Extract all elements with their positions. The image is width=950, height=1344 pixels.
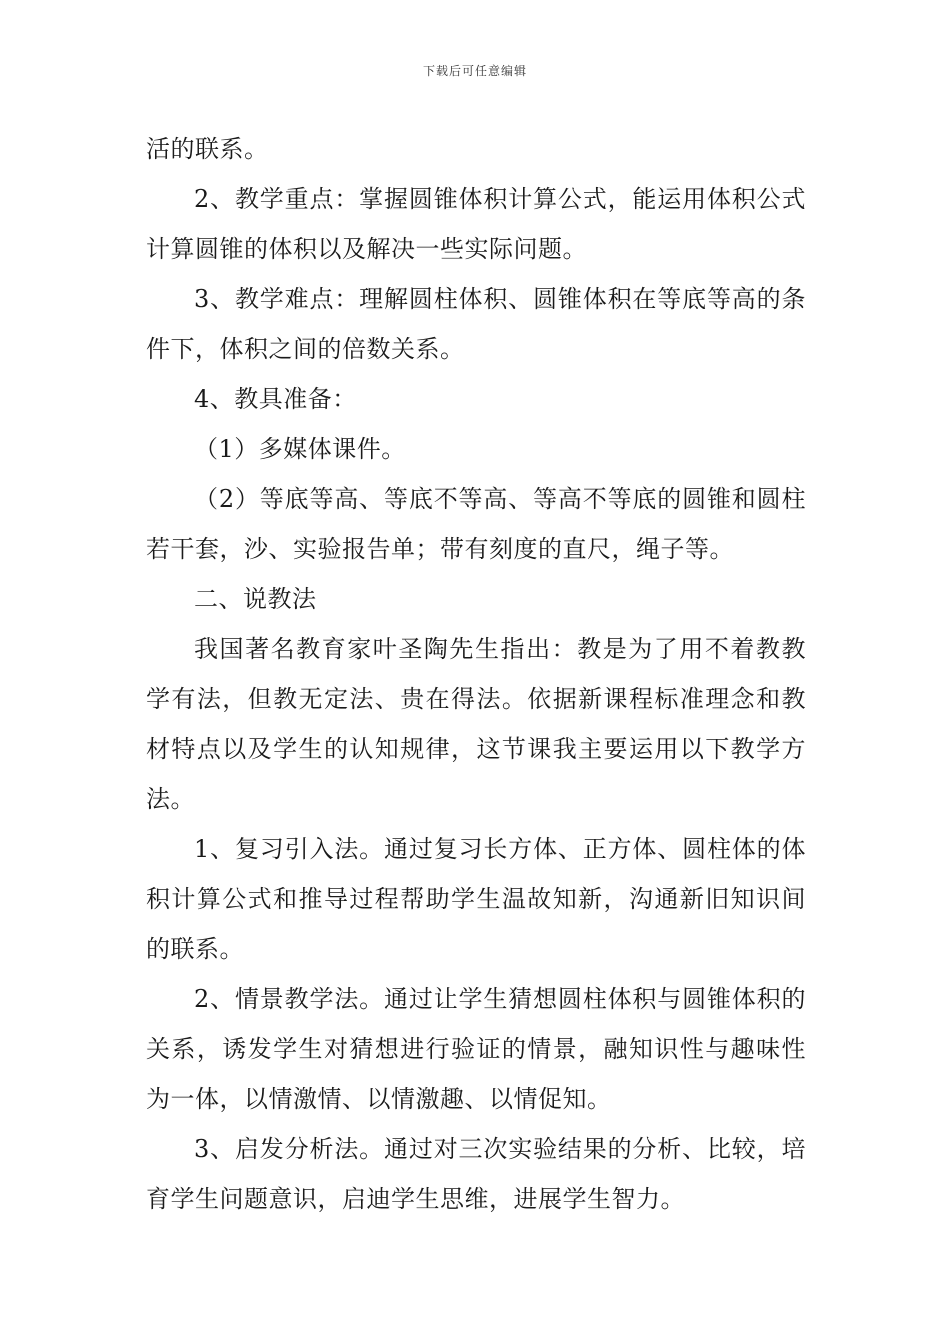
paragraph-methods-intro: 我国著名教育家叶圣陶先生指出：教是为了用不着教教学有法，但教无定法、贵在得法。依据新课程标准理念和教材特点以及学生的认知规律，这节课我主要运用以下教学方法。 xyxy=(146,635,806,813)
paragraph-teaching-aids: 4、教具准备： xyxy=(194,385,357,413)
page-header: 下载后可任意编辑 xyxy=(422,64,527,78)
paragraph-continuation: 活的联系。 xyxy=(146,135,269,163)
document-body xyxy=(146,124,806,1224)
paragraph-aid-item-1: （1）多媒体课件。 xyxy=(194,435,406,463)
paragraph-method-2: 2、情景教学法。通过让学生猜想圆柱体积与圆锥体积的关系，诱发学生对猜想进行验证的情景，融知识性与趣味性为一体，以情激情、以情激趣、以情促知。 xyxy=(146,985,806,1113)
paragraph-teaching-difficulty: 3、教学难点：理解圆柱体积、圆锥体积在等底等高的条件下，体积之间的倍数关系。 xyxy=(146,285,806,363)
paragraph-method-3: 3、启发分析法。通过对三次实验结果的分析、比较，培育学生问题意识，启迪学生思维，进展学生智力。 xyxy=(146,1135,806,1213)
section-heading-teaching-methods: 二、说教法 xyxy=(194,585,317,613)
paragraph-method-1: 1、复习引入法。通过复习长方体、正方体、圆柱体的体积计算公式和推导过程帮助学生温故知新，沟通新旧知识间的联系。 xyxy=(146,835,806,963)
paragraph-aid-item-2: （2）等底等高、等底不等高、等高不等底的圆锥和圆柱若干套，沙、实验报告单；带有刻度的直尺，绳子等。 xyxy=(146,485,806,563)
paragraph-teaching-focus: 2、教学重点：掌握圆锥体积计算公式，能运用体积公式计算圆锥的体积以及解决一些实际问题。 xyxy=(146,185,806,263)
